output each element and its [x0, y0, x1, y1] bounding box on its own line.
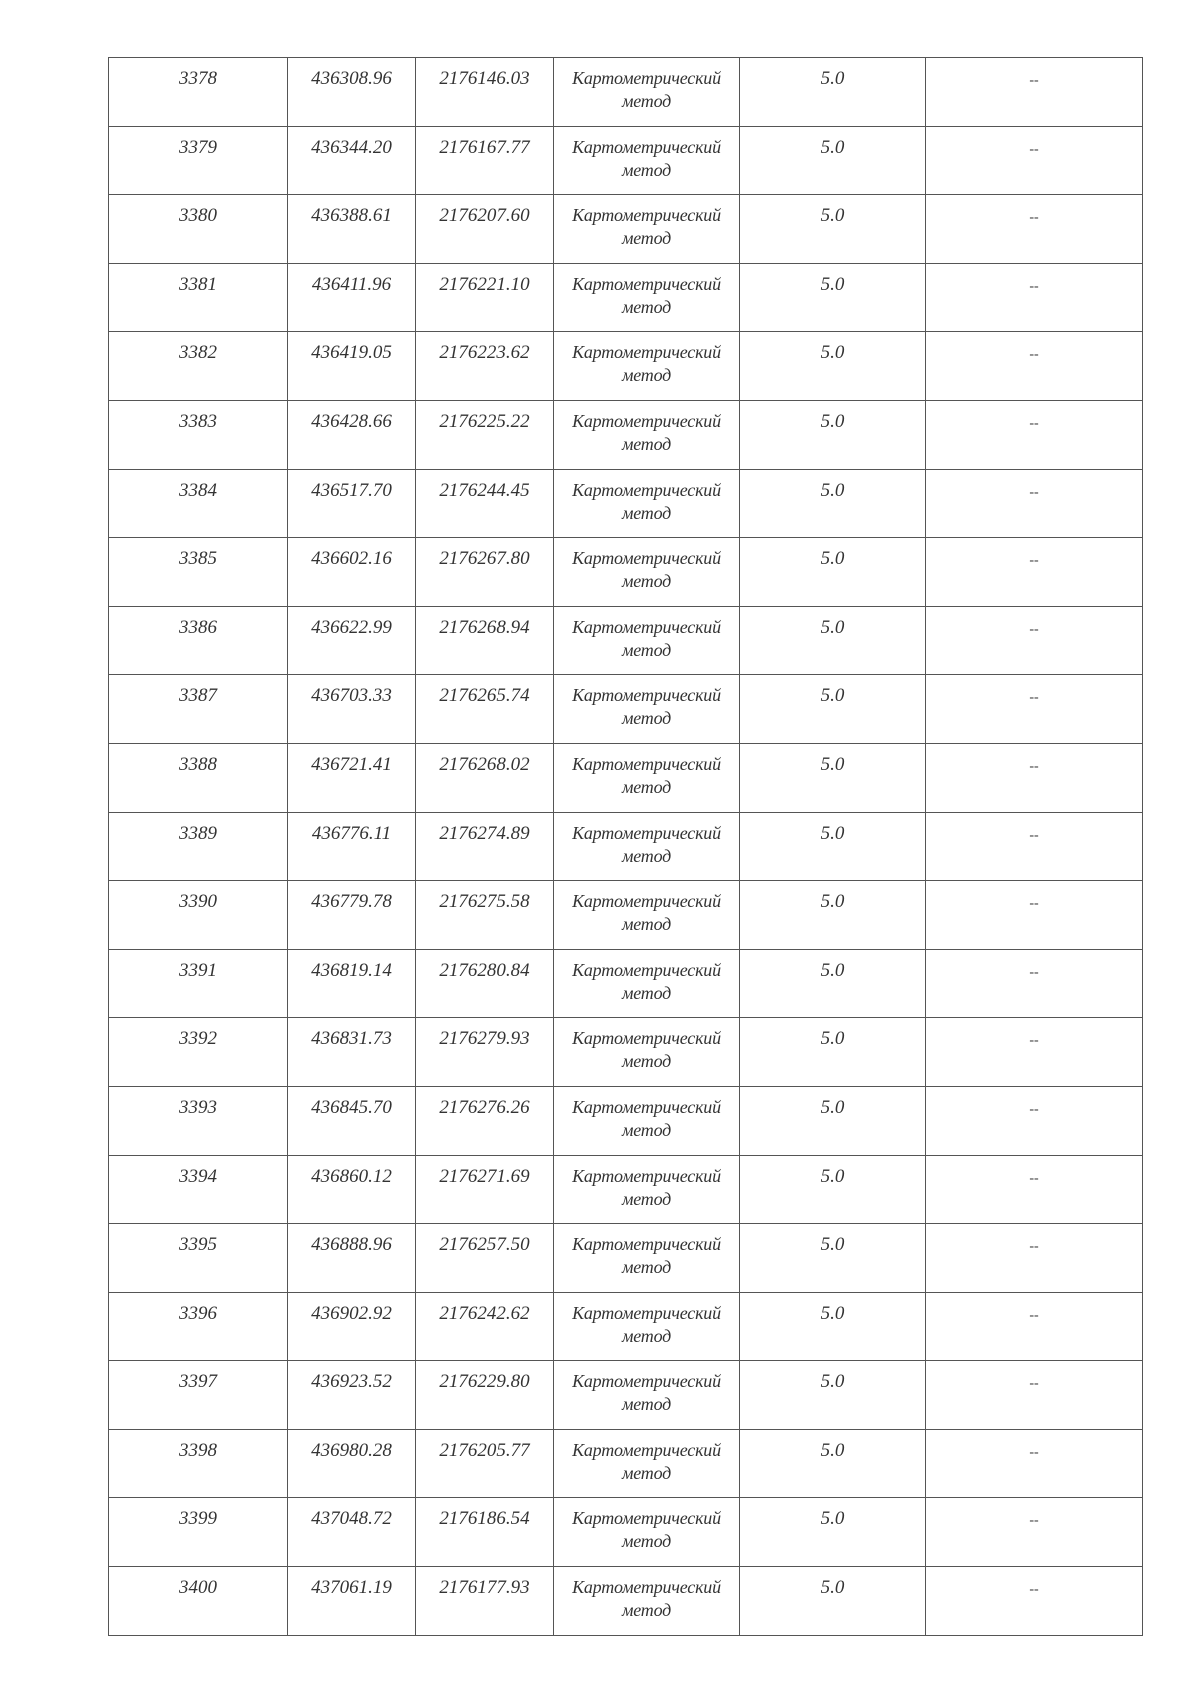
- point-number-cell: 3397: [109, 1361, 288, 1430]
- accuracy-cell: 5.0: [740, 1292, 926, 1361]
- accuracy-cell: 5.0: [740, 1498, 926, 1567]
- method-text-line1: Картометрический: [572, 891, 721, 912]
- method-cell: [554, 538, 740, 607]
- method-cell: [554, 1498, 740, 1567]
- y-coordinate-cell: 2176268.94: [416, 606, 554, 675]
- point-number-cell: 3394: [109, 1155, 288, 1224]
- coordinates-table-body: [109, 58, 1143, 1636]
- method-cell: [554, 1086, 740, 1155]
- method-text-line2: метод: [621, 1257, 672, 1278]
- table-row: [109, 126, 1143, 195]
- note-cell: --: [926, 263, 1143, 332]
- x-coordinate-cell: 436721.41: [288, 743, 416, 812]
- method-cell: [554, 400, 740, 469]
- y-coordinate-cell: 2176265.74: [416, 675, 554, 744]
- y-coordinate-cell: 2176275.58: [416, 881, 554, 950]
- accuracy-cell: 5.0: [740, 126, 926, 195]
- method-cell: [554, 675, 740, 744]
- accuracy-cell: 5.0: [740, 675, 926, 744]
- accuracy-cell: 5.0: [740, 469, 926, 538]
- accuracy-cell: 5.0: [740, 1155, 926, 1224]
- table-row: [109, 469, 1143, 538]
- x-coordinate-cell: 436902.92: [288, 1292, 416, 1361]
- point-number-cell: 3390: [109, 881, 288, 950]
- method-text-line1: Картометрический: [572, 1439, 721, 1460]
- accuracy-cell: 5.0: [740, 812, 926, 881]
- method-text-line2: метод: [621, 365, 672, 386]
- method-text-line1: Картометрический: [572, 822, 721, 843]
- accuracy-cell: 5.0: [740, 881, 926, 950]
- y-coordinate-cell: 2176267.80: [416, 538, 554, 607]
- y-coordinate-cell: 2176244.45: [416, 469, 554, 538]
- y-coordinate-cell: 2176167.77: [416, 126, 554, 195]
- method-text-line2: метод: [621, 571, 672, 592]
- method-text-line1: Картометрический: [572, 205, 721, 226]
- x-coordinate-cell: 436622.99: [288, 606, 416, 675]
- method-text-line2: метод: [621, 1600, 672, 1621]
- method-cell: [554, 1018, 740, 1087]
- method-text-line1: Картометрический: [572, 753, 721, 774]
- x-coordinate-cell: 436980.28: [288, 1429, 416, 1498]
- x-coordinate-cell: 436779.78: [288, 881, 416, 950]
- point-number-cell: 3398: [109, 1429, 288, 1498]
- method-cell: [554, 606, 740, 675]
- accuracy-cell: 5.0: [740, 332, 926, 401]
- point-number-cell: 3383: [109, 400, 288, 469]
- note-cell: --: [926, 1155, 1143, 1224]
- coordinates-table: [108, 57, 1143, 1636]
- x-coordinate-cell: 437061.19: [288, 1567, 416, 1636]
- note-cell: --: [926, 400, 1143, 469]
- y-coordinate-cell: 2176205.77: [416, 1429, 554, 1498]
- method-cell: [554, 195, 740, 264]
- method-cell: [554, 949, 740, 1018]
- method-text-line1: Картометрический: [572, 685, 721, 706]
- note-cell: --: [926, 58, 1143, 127]
- accuracy-cell: 5.0: [740, 1361, 926, 1430]
- method-cell: [554, 126, 740, 195]
- method-cell: [554, 332, 740, 401]
- point-number-cell: 3396: [109, 1292, 288, 1361]
- note-cell: --: [926, 675, 1143, 744]
- method-cell: [554, 1429, 740, 1498]
- table-row: [109, 1224, 1143, 1293]
- accuracy-cell: 5.0: [740, 949, 926, 1018]
- y-coordinate-cell: 2176223.62: [416, 332, 554, 401]
- x-coordinate-cell: 436703.33: [288, 675, 416, 744]
- note-cell: --: [926, 1018, 1143, 1087]
- point-number-cell: 3384: [109, 469, 288, 538]
- method-text-line1: Картометрический: [572, 68, 721, 88]
- method-text-line1: Картометрический: [572, 616, 721, 637]
- x-coordinate-cell: 436845.70: [288, 1086, 416, 1155]
- accuracy-cell: 5.0: [740, 195, 926, 264]
- table-row: [109, 58, 1143, 127]
- method-text-line2: метод: [621, 1394, 672, 1415]
- note-cell: --: [926, 126, 1143, 195]
- point-number-cell: 3378: [109, 58, 288, 127]
- point-number-cell: 3391: [109, 949, 288, 1018]
- table-row: [109, 743, 1143, 812]
- accuracy-cell: 5.0: [740, 538, 926, 607]
- method-text-line1: Картометрический: [572, 479, 721, 500]
- note-cell: --: [926, 1429, 1143, 1498]
- y-coordinate-cell: 2176207.60: [416, 195, 554, 264]
- method-text-line2: метод: [621, 776, 672, 797]
- table-row: [109, 881, 1143, 950]
- point-number-cell: 3392: [109, 1018, 288, 1087]
- y-coordinate-cell: 2176279.93: [416, 1018, 554, 1087]
- y-coordinate-cell: 2176229.80: [416, 1361, 554, 1430]
- method-text-line2: метод: [621, 1188, 672, 1209]
- method-text-line1: Картометрический: [572, 1028, 721, 1049]
- method-text-line2: метод: [621, 1051, 672, 1072]
- method-text-line2: метод: [621, 639, 672, 660]
- method-text-line1: Картометрический: [572, 1165, 721, 1186]
- x-coordinate-cell: 436428.66: [288, 400, 416, 469]
- x-coordinate-cell: 436602.16: [288, 538, 416, 607]
- method-text-line2: метод: [621, 502, 672, 523]
- table-row: [109, 1292, 1143, 1361]
- method-text-line1: Картометрический: [572, 1508, 721, 1529]
- method-text-line1: Картометрический: [572, 959, 721, 980]
- x-coordinate-cell: 436344.20: [288, 126, 416, 195]
- method-cell: [554, 1567, 740, 1636]
- x-coordinate-cell: 436831.73: [288, 1018, 416, 1087]
- method-text-line2: метод: [621, 91, 672, 111]
- point-number-cell: 3400: [109, 1567, 288, 1636]
- point-number-cell: 3379: [109, 126, 288, 195]
- method-text-line2: метод: [621, 1119, 672, 1140]
- point-number-cell: 3380: [109, 195, 288, 264]
- note-cell: --: [926, 743, 1143, 812]
- x-coordinate-cell: 436419.05: [288, 332, 416, 401]
- x-coordinate-cell: 436308.96: [288, 58, 416, 127]
- table-row: [109, 1086, 1143, 1155]
- method-text-line2: метод: [621, 914, 672, 935]
- method-text-line2: метод: [621, 296, 672, 317]
- note-cell: --: [926, 1567, 1143, 1636]
- accuracy-cell: 5.0: [740, 1018, 926, 1087]
- table-row: [109, 1429, 1143, 1498]
- note-cell: --: [926, 538, 1143, 607]
- point-number-cell: 3381: [109, 263, 288, 332]
- note-cell: --: [926, 881, 1143, 950]
- x-coordinate-cell: 436776.11: [288, 812, 416, 881]
- note-cell: --: [926, 332, 1143, 401]
- method-text-line1: Картометрический: [572, 410, 721, 431]
- table-row: [109, 1155, 1143, 1224]
- accuracy-cell: 5.0: [740, 606, 926, 675]
- note-cell: --: [926, 469, 1143, 538]
- y-coordinate-cell: 2176186.54: [416, 1498, 554, 1567]
- accuracy-cell: 5.0: [740, 1567, 926, 1636]
- method-cell: [554, 881, 740, 950]
- table-row: [109, 1361, 1143, 1430]
- table-row: [109, 538, 1143, 607]
- point-number-cell: 3399: [109, 1498, 288, 1567]
- x-coordinate-cell: 436517.70: [288, 469, 416, 538]
- table-row: [109, 949, 1143, 1018]
- x-coordinate-cell: 436819.14: [288, 949, 416, 1018]
- y-coordinate-cell: 2176271.69: [416, 1155, 554, 1224]
- table-row: [109, 400, 1143, 469]
- table-row: [109, 1018, 1143, 1087]
- method-text-line1: Картометрический: [572, 273, 721, 294]
- point-number-cell: 3389: [109, 812, 288, 881]
- x-coordinate-cell: 436923.52: [288, 1361, 416, 1430]
- note-cell: --: [926, 606, 1143, 675]
- method-text-line2: метод: [621, 845, 672, 866]
- method-text-line2: метод: [621, 982, 672, 1003]
- accuracy-cell: 5.0: [740, 58, 926, 127]
- method-cell: [554, 812, 740, 881]
- y-coordinate-cell: 2176146.03: [416, 58, 554, 127]
- method-text-line1: Картометрический: [572, 1371, 721, 1392]
- y-coordinate-cell: 2176268.02: [416, 743, 554, 812]
- y-coordinate-cell: 2176280.84: [416, 949, 554, 1018]
- note-cell: --: [926, 812, 1143, 881]
- x-coordinate-cell: 436888.96: [288, 1224, 416, 1293]
- point-number-cell: 3387: [109, 675, 288, 744]
- point-number-cell: 3388: [109, 743, 288, 812]
- method-text-line2: метод: [621, 1462, 672, 1483]
- method-cell: [554, 1292, 740, 1361]
- method-text-line1: Картометрический: [572, 1234, 721, 1255]
- method-cell: [554, 1155, 740, 1224]
- table-row: [109, 1567, 1143, 1636]
- point-number-cell: 3393: [109, 1086, 288, 1155]
- table-row: [109, 812, 1143, 881]
- method-text-line2: метод: [621, 1325, 672, 1346]
- method-text-line1: Картометрический: [572, 342, 721, 363]
- y-coordinate-cell: 2176177.93: [416, 1567, 554, 1636]
- method-text-line1: Картометрический: [572, 1577, 721, 1598]
- table-row: [109, 675, 1143, 744]
- y-coordinate-cell: 2176257.50: [416, 1224, 554, 1293]
- table-row: [109, 606, 1143, 675]
- method-cell: [554, 1224, 740, 1293]
- x-coordinate-cell: 437048.72: [288, 1498, 416, 1567]
- y-coordinate-cell: 2176225.22: [416, 400, 554, 469]
- method-text-line2: метод: [621, 159, 672, 180]
- accuracy-cell: 5.0: [740, 743, 926, 812]
- table-row: [109, 1498, 1143, 1567]
- x-coordinate-cell: 436388.61: [288, 195, 416, 264]
- note-cell: --: [926, 1361, 1143, 1430]
- method-text-line1: Картометрический: [572, 136, 721, 157]
- accuracy-cell: 5.0: [740, 263, 926, 332]
- note-cell: --: [926, 1086, 1143, 1155]
- y-coordinate-cell: 2176274.89: [416, 812, 554, 881]
- table-row: [109, 263, 1143, 332]
- method-text-line2: метод: [621, 1531, 672, 1552]
- method-text-line2: метод: [621, 433, 672, 454]
- y-coordinate-cell: 2176242.62: [416, 1292, 554, 1361]
- y-coordinate-cell: 2176221.10: [416, 263, 554, 332]
- note-cell: --: [926, 1498, 1143, 1567]
- x-coordinate-cell: 436860.12: [288, 1155, 416, 1224]
- method-text-line1: Картометрический: [572, 548, 721, 569]
- table-row: [109, 195, 1143, 264]
- point-number-cell: 3386: [109, 606, 288, 675]
- method-cell: [554, 58, 740, 127]
- point-number-cell: 3395: [109, 1224, 288, 1293]
- method-cell: [554, 743, 740, 812]
- method-cell: [554, 263, 740, 332]
- accuracy-cell: 5.0: [740, 1086, 926, 1155]
- method-text-line1: Картометрический: [572, 1096, 721, 1117]
- x-coordinate-cell: 436411.96: [288, 263, 416, 332]
- note-cell: --: [926, 949, 1143, 1018]
- accuracy-cell: 5.0: [740, 400, 926, 469]
- note-cell: --: [926, 195, 1143, 264]
- method-text-line2: метод: [621, 228, 672, 249]
- point-number-cell: 3382: [109, 332, 288, 401]
- method-cell: [554, 469, 740, 538]
- point-number-cell: 3385: [109, 538, 288, 607]
- method-text-line1: Картометрический: [572, 1302, 721, 1323]
- method-text-line2: метод: [621, 708, 672, 729]
- accuracy-cell: 5.0: [740, 1429, 926, 1498]
- accuracy-cell: 5.0: [740, 1224, 926, 1293]
- note-cell: --: [926, 1292, 1143, 1361]
- table-row: [109, 332, 1143, 401]
- note-cell: --: [926, 1224, 1143, 1293]
- method-cell: [554, 1361, 740, 1430]
- y-coordinate-cell: 2176276.26: [416, 1086, 554, 1155]
